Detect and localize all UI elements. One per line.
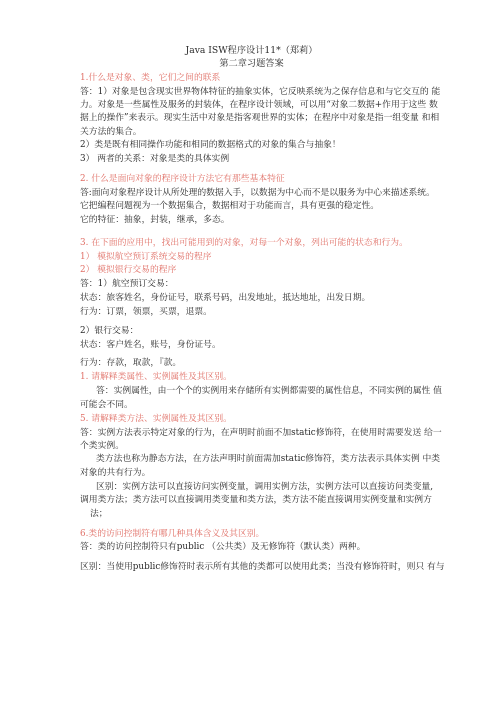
- text-line: 2）类是既有相同操作功能和相同的数据格式的对象的集合与抽象！: [80, 140, 341, 150]
- text-line: 2）银行交易：: [80, 326, 139, 336]
- text-line: 2） 模拟银行交易的程序: [80, 265, 177, 275]
- text-line: 力。对象是一些属性及服务的封装体，在程序设计领域，可以用“对象二数据+作用于这些 数: [80, 100, 438, 110]
- text-line: 状态：客户姓名，账号，身份证号。: [80, 340, 221, 350]
- text-line: 2. 什么是面向对象的程序设计方法它有那些基本特征: [80, 174, 285, 184]
- text-line: 答：1）对象是包含现实世界物体特征的抽象实体，它反映系统为之保存信息和与它交互的 能: [80, 87, 441, 97]
- text-line: 调用类方法；类方法可以直接调用类变量和类方法，类方法不能直接调用实例变量和实例方: [80, 495, 432, 505]
- text-line: 3. 在下面的应用中，找出可能用到的对象，对每一个对象，列出可能的状态和行为。: [80, 238, 408, 248]
- text-line: 它把编程问题视为一个数据集合，数据相对于功能而言，具有更强的稳定性。: [80, 201, 380, 211]
- text-line: 它的特征：抽象，封装，继承，多态。: [80, 215, 230, 225]
- text-line: 行为：订票，领票，买票，退票。: [80, 307, 212, 317]
- text-line: 1. 请解释类属性、实例属性及其区别。: [80, 372, 232, 382]
- text-line: 行为：存款，取款，『款。: [80, 358, 182, 368]
- document-title: Java ISW程序设计11*（郑莉）: [185, 45, 318, 56]
- text-line: 据上的操作”来表示。现实生活中对象是指客观世界的实体；在程序中对象是指一组变量 和相: [80, 113, 440, 123]
- text-line: 对象的共有行为。: [80, 468, 151, 478]
- text-line: 答：实例方法表示特定对象的行为，在声明时前面不加static修饰符，在使用时需要发送 给一: [80, 428, 442, 438]
- text-line: 可能会不同。: [80, 400, 133, 410]
- text-line: 1） 模拟航空预订系统交易的程序: [80, 252, 212, 262]
- text-line: 关方法的集合。: [80, 127, 142, 137]
- text-line: 6.类的访问控制符有哪几种具体含义及其区别。: [80, 529, 265, 539]
- document-subtitle: 第二章习题答案: [219, 58, 284, 69]
- text-line: 5. 请解释类方法、实例属性及其区别。: [80, 414, 232, 424]
- text-line: 答:面向对象程序设计从所处理的数据入手，以数据为中心而不是以服务为中心来描述系统。: [80, 188, 435, 198]
- text-line: 区别：当使用public修饰符时表示所有其他的类都可以使用此类；当没有修饰符时，则只 有与: [80, 562, 445, 572]
- text-line: 状态：旅客姓名，身份证号，联系号码，出发地址，抵达地址，出发日期。: [80, 293, 371, 303]
- text-line: 3） 两者的关系：对象是类的具体实例: [80, 154, 230, 164]
- text-line: 1.什么是对象、类，它们之间的联系: [80, 73, 221, 83]
- text-line: 区别：实例方法可以直接访问实例变量，调用实例方法，实例方法可以直接访问类变量,: [96, 482, 434, 492]
- text-line: 答：实例属性，由一个个的实例用来存储所有实例都需要的属性信息，不同实例的属性 值: [96, 386, 442, 396]
- text-line: 法；: [90, 509, 108, 519]
- text-line: 类方法也称为静态方法，在方法声明时前面需加static修饰符，类方法表示具体实例 中类: [96, 454, 441, 464]
- text-line: 个类实例。: [80, 441, 124, 451]
- text-line: 答：1）航空预订交易：: [80, 279, 174, 289]
- text-line: 答：类的访问控制符只有public （公共类）及无修饰符（默认类）两种。: [80, 542, 366, 552]
